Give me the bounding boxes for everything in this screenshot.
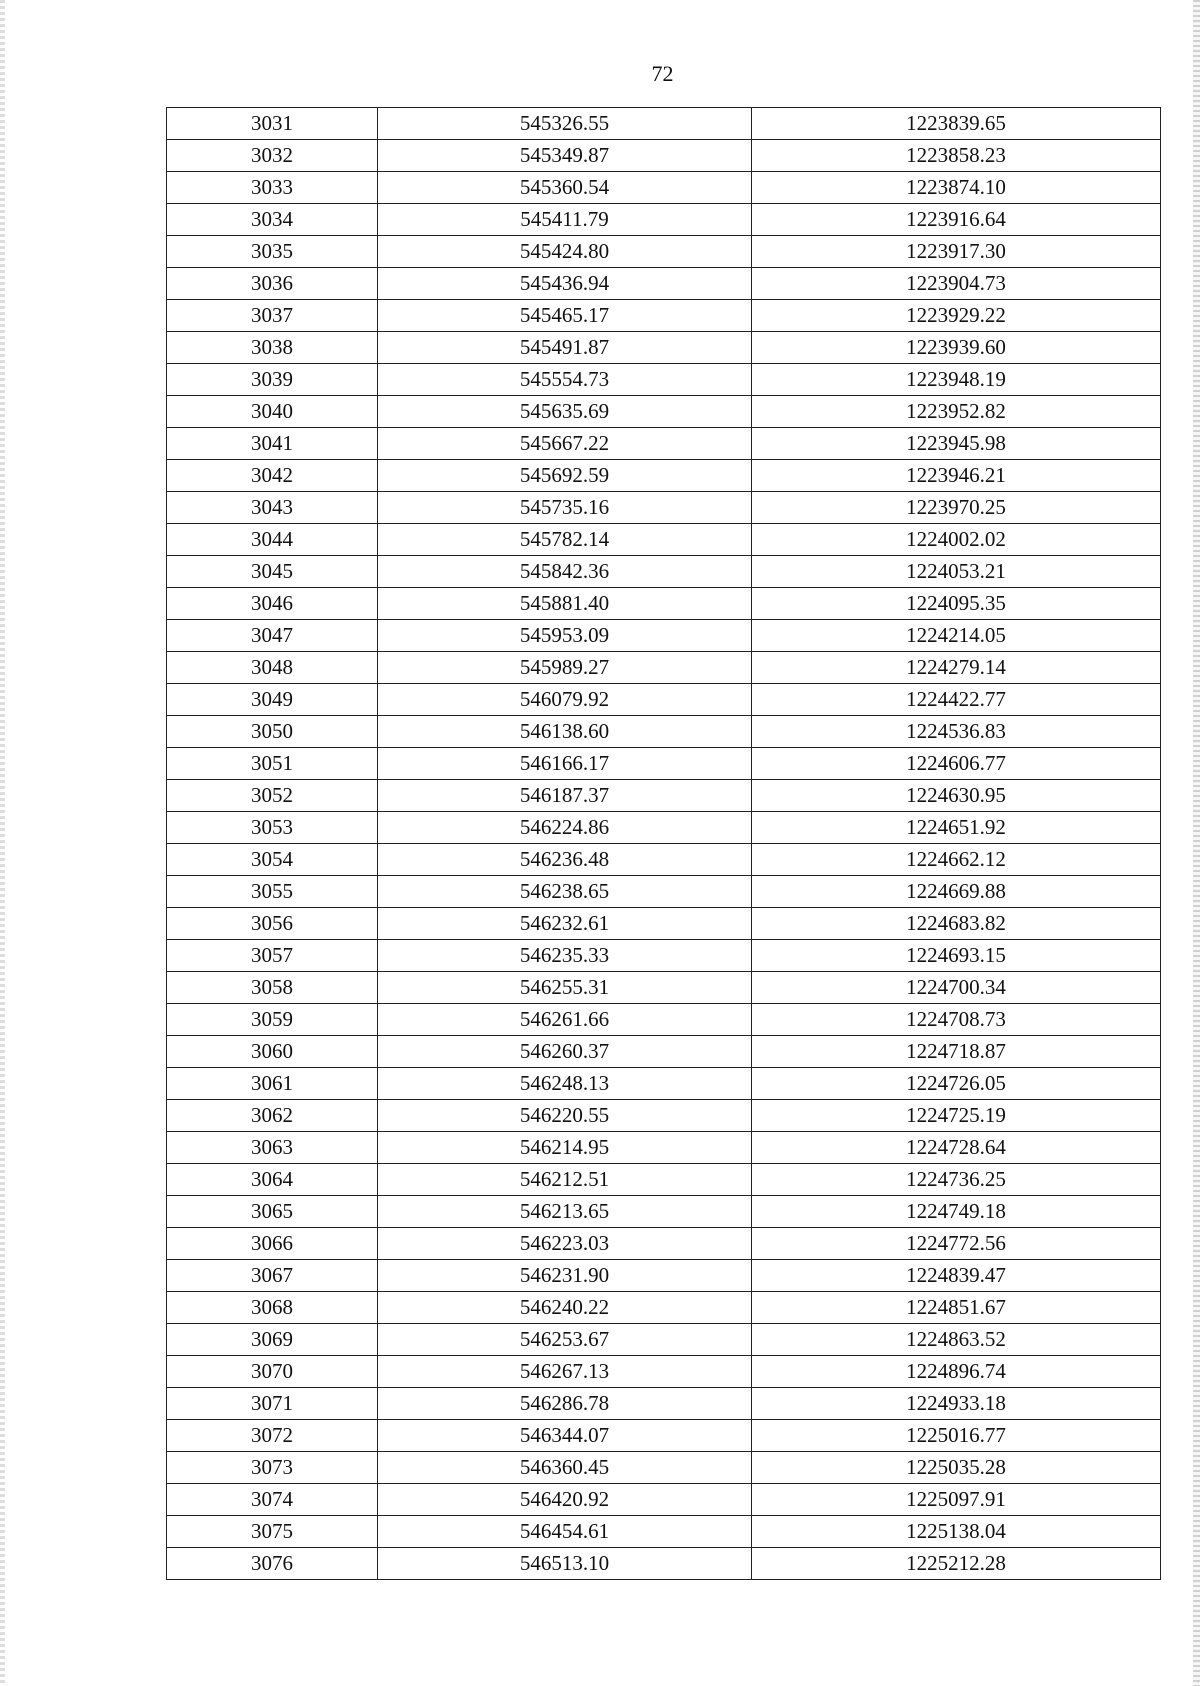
x-coordinate-cell: 546138.60	[378, 716, 752, 748]
x-coordinate-cell: 545554.73	[378, 364, 752, 396]
x-coordinate-cell: 545436.94	[378, 268, 752, 300]
page-number: 72	[651, 61, 674, 86]
table-row	[167, 1164, 1161, 1196]
point-id-cell: 3073	[167, 1452, 378, 1484]
table-row	[167, 780, 1161, 812]
y-coordinate-cell: 1224002.02	[752, 524, 1161, 556]
x-coordinate-cell: 546214.95	[378, 1132, 752, 1164]
y-coordinate-cell: 1224851.67	[752, 1292, 1161, 1324]
table-row	[167, 236, 1161, 268]
point-id-cell: 3072	[167, 1420, 378, 1452]
table-row	[167, 1036, 1161, 1068]
table-row	[167, 972, 1161, 1004]
y-coordinate-cell: 1223917.30	[752, 236, 1161, 268]
point-id-cell: 3033	[167, 172, 378, 204]
y-coordinate-cell: 1225212.28	[752, 1548, 1161, 1580]
table-row	[167, 1100, 1161, 1132]
point-id-cell: 3056	[167, 908, 378, 940]
y-coordinate-cell: 1224422.77	[752, 684, 1161, 716]
point-id-cell: 3055	[167, 876, 378, 908]
y-coordinate-cell: 1224693.15	[752, 940, 1161, 972]
table-row	[167, 1004, 1161, 1036]
point-id-cell: 3070	[167, 1356, 378, 1388]
x-coordinate-cell: 545735.16	[378, 492, 752, 524]
x-coordinate-cell: 546267.13	[378, 1356, 752, 1388]
table-row	[167, 204, 1161, 236]
y-coordinate-cell: 1224279.14	[752, 652, 1161, 684]
point-id-cell: 3043	[167, 492, 378, 524]
point-id-cell: 3039	[167, 364, 378, 396]
x-coordinate-cell: 546454.61	[378, 1516, 752, 1548]
x-coordinate-cell: 546260.37	[378, 1036, 752, 1068]
point-id-cell: 3047	[167, 620, 378, 652]
y-coordinate-cell: 1224683.82	[752, 908, 1161, 940]
x-coordinate-cell: 545635.69	[378, 396, 752, 428]
y-coordinate-cell: 1224736.25	[752, 1164, 1161, 1196]
y-coordinate-cell: 1223858.23	[752, 140, 1161, 172]
y-coordinate-cell: 1224749.18	[752, 1196, 1161, 1228]
point-id-cell: 3036	[167, 268, 378, 300]
table-row	[167, 652, 1161, 684]
table-row	[167, 108, 1161, 140]
table-row	[167, 1068, 1161, 1100]
point-id-cell: 3051	[167, 748, 378, 780]
point-id-cell: 3065	[167, 1196, 378, 1228]
x-coordinate-cell: 546220.55	[378, 1100, 752, 1132]
scan-edge-left	[0, 0, 5, 1686]
x-coordinate-cell: 545491.87	[378, 332, 752, 364]
point-id-cell: 3069	[167, 1324, 378, 1356]
x-coordinate-cell: 546235.33	[378, 940, 752, 972]
point-id-cell: 3034	[167, 204, 378, 236]
table-row	[167, 1484, 1161, 1516]
x-coordinate-cell: 545411.79	[378, 204, 752, 236]
x-coordinate-cell: 546213.65	[378, 1196, 752, 1228]
y-coordinate-cell: 1224700.34	[752, 972, 1161, 1004]
y-coordinate-cell: 1224651.92	[752, 812, 1161, 844]
table-row	[167, 1324, 1161, 1356]
point-id-cell: 3052	[167, 780, 378, 812]
table-row	[167, 812, 1161, 844]
x-coordinate-cell: 546238.65	[378, 876, 752, 908]
point-id-cell: 3044	[167, 524, 378, 556]
coordinates-table	[166, 107, 1161, 1580]
table-row	[167, 460, 1161, 492]
x-coordinate-cell: 546079.92	[378, 684, 752, 716]
table-row	[167, 620, 1161, 652]
point-id-cell: 3067	[167, 1260, 378, 1292]
table-row	[167, 428, 1161, 460]
table-row	[167, 1292, 1161, 1324]
y-coordinate-cell: 1224933.18	[752, 1388, 1161, 1420]
y-coordinate-cell: 1224728.64	[752, 1132, 1161, 1164]
scan-edge-right	[1193, 0, 1200, 1686]
point-id-cell: 3046	[167, 588, 378, 620]
point-id-cell: 3038	[167, 332, 378, 364]
y-coordinate-cell: 1224053.21	[752, 556, 1161, 588]
y-coordinate-cell: 1225035.28	[752, 1452, 1161, 1484]
y-coordinate-cell: 1225097.91	[752, 1484, 1161, 1516]
point-id-cell: 3062	[167, 1100, 378, 1132]
point-id-cell: 3068	[167, 1292, 378, 1324]
x-coordinate-cell: 546236.48	[378, 844, 752, 876]
y-coordinate-cell: 1223904.73	[752, 268, 1161, 300]
table-row	[167, 908, 1161, 940]
x-coordinate-cell: 545360.54	[378, 172, 752, 204]
x-coordinate-cell: 546224.86	[378, 812, 752, 844]
x-coordinate-cell: 546420.92	[378, 1484, 752, 1516]
point-id-cell: 3053	[167, 812, 378, 844]
point-id-cell: 3054	[167, 844, 378, 876]
point-id-cell: 3040	[167, 396, 378, 428]
x-coordinate-cell: 546223.03	[378, 1228, 752, 1260]
table-row	[167, 1548, 1161, 1580]
x-coordinate-cell: 545782.14	[378, 524, 752, 556]
table-row	[167, 1420, 1161, 1452]
x-coordinate-cell: 546187.37	[378, 780, 752, 812]
y-coordinate-cell: 1224095.35	[752, 588, 1161, 620]
x-coordinate-cell: 545953.09	[378, 620, 752, 652]
point-id-cell: 3049	[167, 684, 378, 716]
table-body	[167, 108, 1161, 1580]
y-coordinate-cell: 1223946.21	[752, 460, 1161, 492]
x-coordinate-cell: 546261.66	[378, 1004, 752, 1036]
point-id-cell: 3057	[167, 940, 378, 972]
table-row	[167, 716, 1161, 748]
y-coordinate-cell: 1224662.12	[752, 844, 1161, 876]
x-coordinate-cell: 545667.22	[378, 428, 752, 460]
x-coordinate-cell: 545326.55	[378, 108, 752, 140]
x-coordinate-cell: 546513.10	[378, 1548, 752, 1580]
x-coordinate-cell: 546166.17	[378, 748, 752, 780]
table-row	[167, 140, 1161, 172]
y-coordinate-cell: 1224839.47	[752, 1260, 1161, 1292]
y-coordinate-cell: 1223948.19	[752, 364, 1161, 396]
table-row	[167, 684, 1161, 716]
x-coordinate-cell: 545692.59	[378, 460, 752, 492]
x-coordinate-cell: 545842.36	[378, 556, 752, 588]
point-id-cell: 3037	[167, 300, 378, 332]
table-row	[167, 332, 1161, 364]
point-id-cell: 3063	[167, 1132, 378, 1164]
y-coordinate-cell: 1223929.22	[752, 300, 1161, 332]
y-coordinate-cell: 1223874.10	[752, 172, 1161, 204]
y-coordinate-cell: 1224772.56	[752, 1228, 1161, 1260]
table-row	[167, 172, 1161, 204]
y-coordinate-cell: 1223839.65	[752, 108, 1161, 140]
table-row	[167, 1260, 1161, 1292]
table-row	[167, 524, 1161, 556]
point-id-cell: 3071	[167, 1388, 378, 1420]
y-coordinate-cell: 1225138.04	[752, 1516, 1161, 1548]
table-row	[167, 1228, 1161, 1260]
x-coordinate-cell: 545424.80	[378, 236, 752, 268]
y-coordinate-cell: 1224725.19	[752, 1100, 1161, 1132]
point-id-cell: 3059	[167, 1004, 378, 1036]
y-coordinate-cell: 1223970.25	[752, 492, 1161, 524]
table-row	[167, 300, 1161, 332]
x-coordinate-cell: 546253.67	[378, 1324, 752, 1356]
point-id-cell: 3058	[167, 972, 378, 1004]
y-coordinate-cell: 1224630.95	[752, 780, 1161, 812]
point-id-cell: 3075	[167, 1516, 378, 1548]
y-coordinate-cell: 1224669.88	[752, 876, 1161, 908]
point-id-cell: 3045	[167, 556, 378, 588]
x-coordinate-cell: 545881.40	[378, 588, 752, 620]
y-coordinate-cell: 1224606.77	[752, 748, 1161, 780]
x-coordinate-cell: 545349.87	[378, 140, 752, 172]
point-id-cell: 3041	[167, 428, 378, 460]
table-row	[167, 588, 1161, 620]
y-coordinate-cell: 1224536.83	[752, 716, 1161, 748]
x-coordinate-cell: 546248.13	[378, 1068, 752, 1100]
table-row	[167, 396, 1161, 428]
table-row	[167, 364, 1161, 396]
table-row	[167, 268, 1161, 300]
point-id-cell: 3035	[167, 236, 378, 268]
y-coordinate-cell: 1224708.73	[752, 1004, 1161, 1036]
x-coordinate-cell: 545989.27	[378, 652, 752, 684]
point-id-cell: 3048	[167, 652, 378, 684]
y-coordinate-cell: 1223952.82	[752, 396, 1161, 428]
table-row	[167, 492, 1161, 524]
point-id-cell: 3066	[167, 1228, 378, 1260]
y-coordinate-cell: 1225016.77	[752, 1420, 1161, 1452]
x-coordinate-cell: 546212.51	[378, 1164, 752, 1196]
point-id-cell: 3060	[167, 1036, 378, 1068]
y-coordinate-cell: 1224863.52	[752, 1324, 1161, 1356]
table-row	[167, 1516, 1161, 1548]
y-coordinate-cell: 1224726.05	[752, 1068, 1161, 1100]
table-row	[167, 876, 1161, 908]
x-coordinate-cell: 546286.78	[378, 1388, 752, 1420]
table-row	[167, 1132, 1161, 1164]
x-coordinate-cell: 546360.45	[378, 1452, 752, 1484]
point-id-cell: 3074	[167, 1484, 378, 1516]
x-coordinate-cell: 546232.61	[378, 908, 752, 940]
x-coordinate-cell: 546231.90	[378, 1260, 752, 1292]
x-coordinate-cell: 545465.17	[378, 300, 752, 332]
table-row	[167, 1452, 1161, 1484]
x-coordinate-cell: 546255.31	[378, 972, 752, 1004]
point-id-cell: 3050	[167, 716, 378, 748]
point-id-cell: 3076	[167, 1548, 378, 1580]
x-coordinate-cell: 546344.07	[378, 1420, 752, 1452]
table-row	[167, 556, 1161, 588]
table-row	[167, 1196, 1161, 1228]
point-id-cell: 3032	[167, 140, 378, 172]
y-coordinate-cell: 1223916.64	[752, 204, 1161, 236]
point-id-cell: 3031	[167, 108, 378, 140]
table-row	[167, 1356, 1161, 1388]
y-coordinate-cell: 1224896.74	[752, 1356, 1161, 1388]
y-coordinate-cell: 1224718.87	[752, 1036, 1161, 1068]
x-coordinate-cell: 546240.22	[378, 1292, 752, 1324]
table-row	[167, 844, 1161, 876]
table-row	[167, 940, 1161, 972]
point-id-cell: 3042	[167, 460, 378, 492]
table-row	[167, 748, 1161, 780]
table-row	[167, 1388, 1161, 1420]
y-coordinate-cell: 1223939.60	[752, 332, 1161, 364]
point-id-cell: 3064	[167, 1164, 378, 1196]
y-coordinate-cell: 1223945.98	[752, 428, 1161, 460]
point-id-cell: 3061	[167, 1068, 378, 1100]
y-coordinate-cell: 1224214.05	[752, 620, 1161, 652]
